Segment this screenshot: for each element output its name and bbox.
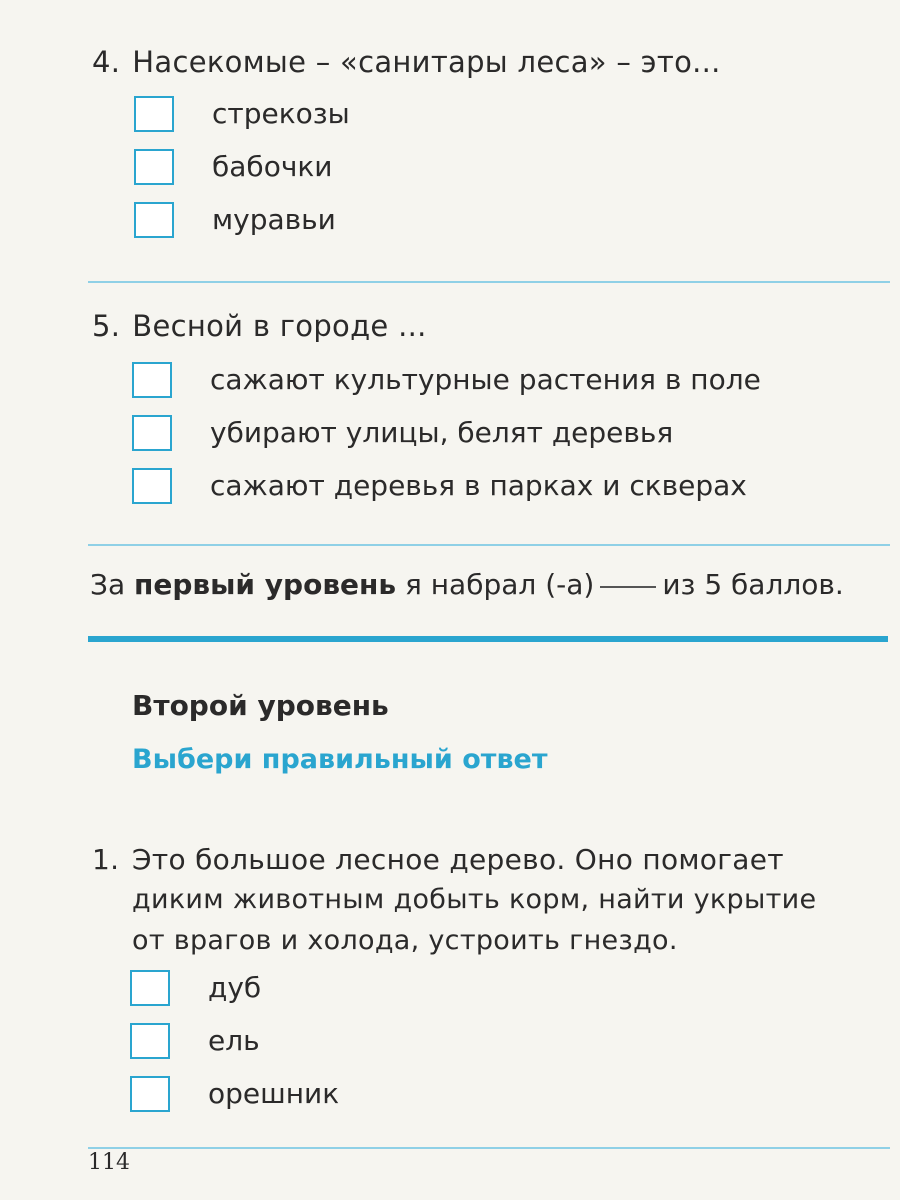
answer-checkbox[interactable]	[130, 1023, 170, 1059]
option-label: ель	[208, 1024, 260, 1057]
option-label: сажают культурные растения в поле	[210, 363, 761, 396]
level-title: Второй уровень	[132, 689, 389, 722]
answer-checkbox[interactable]	[132, 415, 172, 451]
question-number: 5.	[92, 309, 121, 343]
page-number: 114	[88, 1150, 130, 1175]
option-label: орешник	[208, 1077, 340, 1110]
option-label: сажают деревья в парках и скверах	[210, 469, 747, 502]
answer-checkbox[interactable]	[130, 1076, 170, 1112]
score-suffix: из 5 баллов.	[662, 568, 844, 601]
divider	[88, 544, 890, 546]
divider	[88, 1147, 890, 1149]
option-label: бабочки	[212, 150, 333, 183]
question-number: 1.	[92, 843, 120, 876]
score-prefix: За	[90, 568, 126, 601]
question-number: 4.	[92, 45, 121, 79]
option-label: дуб	[208, 971, 262, 1004]
section-divider	[88, 636, 888, 642]
answer-checkbox[interactable]	[134, 96, 174, 132]
question-line-1: Это большое лесное дерево. Оно помогает	[132, 843, 784, 876]
option-label: убирают улицы, белят деревья	[210, 416, 674, 449]
question-4	[92, 42, 721, 82]
question-line-3: от врагов и холода, устроить гнездо.	[132, 925, 678, 956]
answer-checkbox[interactable]	[132, 468, 172, 504]
score-middle: я набрал (-а)	[405, 568, 595, 601]
question-text: Весной в городе ...	[132, 309, 427, 343]
divider	[88, 281, 890, 283]
question-4-title	[92, 42, 721, 82]
question-text: Насекомые – «санитары леса» – это...	[132, 45, 721, 79]
answer-checkbox[interactable]	[130, 970, 170, 1006]
option-label: муравьи	[212, 203, 336, 236]
task-instruction: Выбери правильный ответ	[132, 744, 548, 775]
question-line-2: диким животным добыть корм, найти укрытие	[132, 884, 817, 915]
score-level: первый уровень	[134, 568, 397, 601]
option-label: стрекозы	[212, 97, 350, 130]
score-line	[90, 565, 844, 605]
answer-checkbox[interactable]	[134, 202, 174, 238]
question-5-title	[92, 306, 427, 346]
answer-checkbox[interactable]	[132, 362, 172, 398]
score-blank-field[interactable]	[600, 586, 656, 588]
question-5	[92, 306, 427, 346]
answer-checkbox[interactable]	[134, 149, 174, 185]
